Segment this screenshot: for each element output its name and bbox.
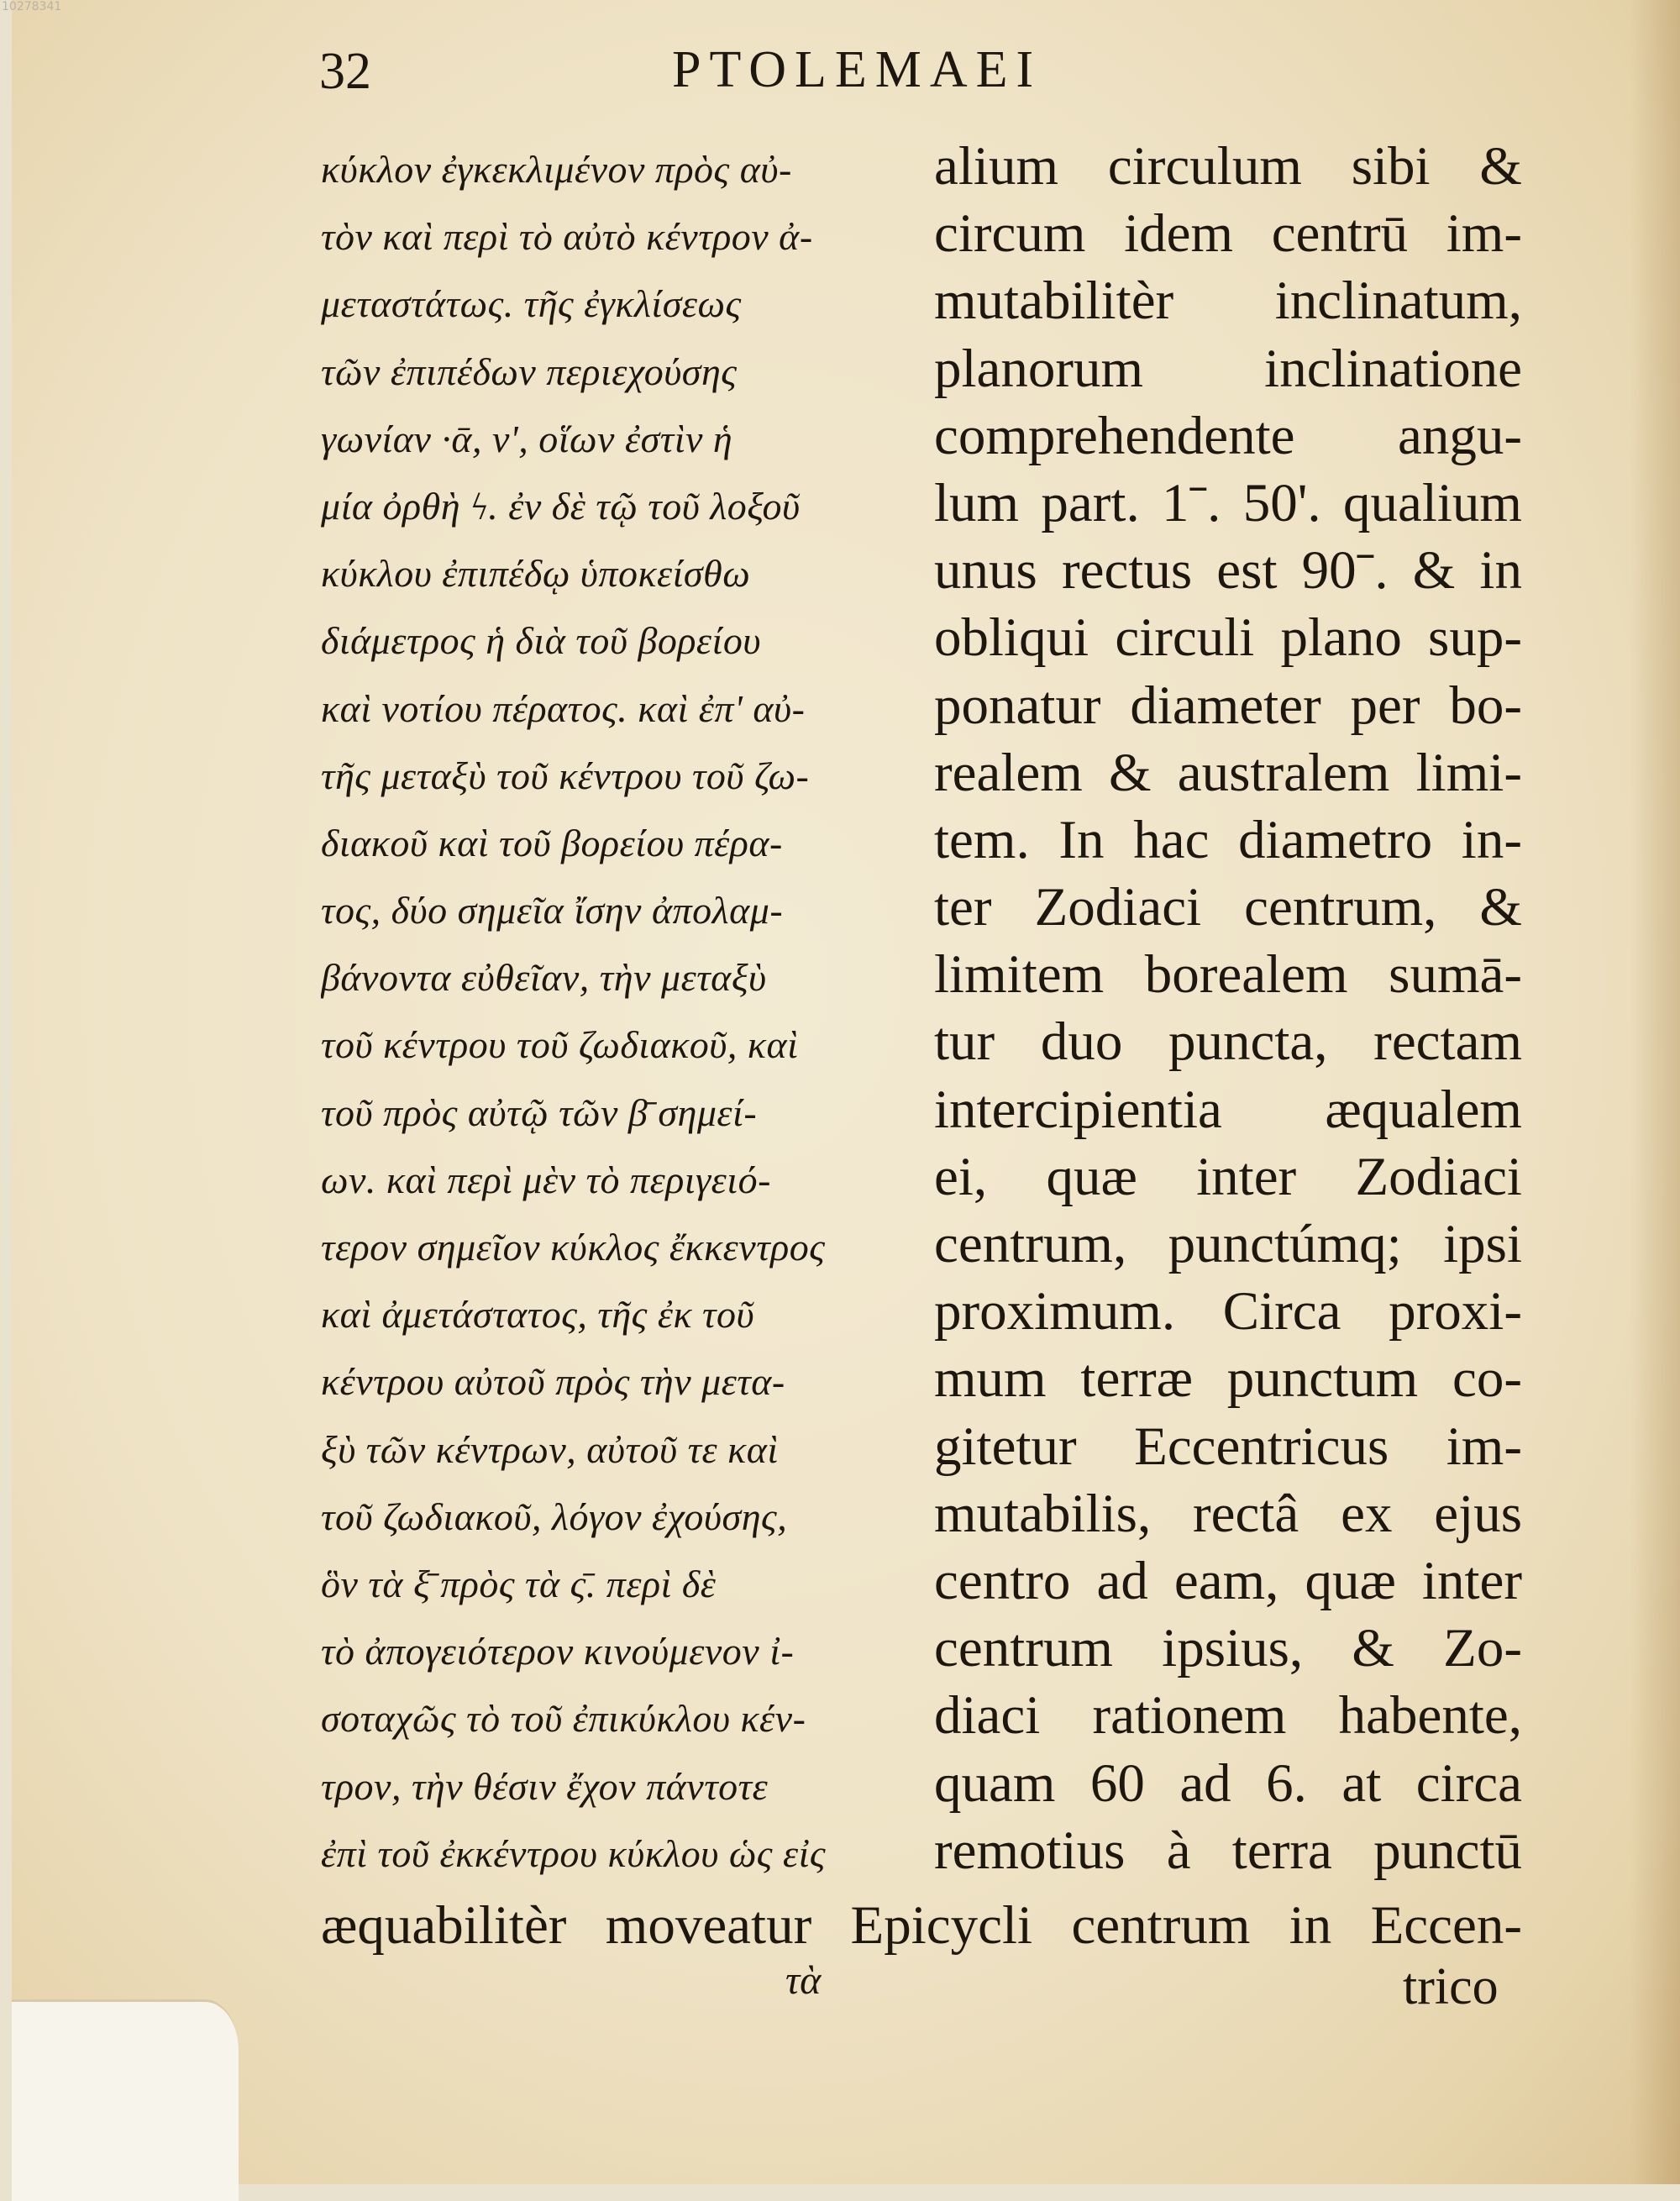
latin-catchword: trico: [1403, 1958, 1499, 2015]
greek-text-line: τερον σημεῖον κύκλος ἔκκεντρος: [321, 1226, 826, 1269]
latin-text-line: comprehendente angu-: [934, 405, 1522, 466]
greek-text-line: μεταστάτως. τῆς ἐγκλίσεως: [321, 282, 742, 326]
page-edge-shadow: [1630, 0, 1680, 2184]
latin-text-line: circum idem centrū im-: [934, 203, 1522, 265]
greek-text-line: βάνοντα εὐθεῖαν, τὴν μεταξὺ: [321, 956, 767, 1000]
page-number: 32: [319, 43, 371, 100]
latin-text-line: centro ad eam, quæ inter: [934, 1550, 1522, 1611]
greek-text-line: τοῦ κέντρου τοῦ ζωδιακοῦ, καὶ: [321, 1023, 799, 1067]
greek-text-line: καὶ νοτίου πέρατος. καὶ ἐπ' αὐ-: [321, 686, 806, 730]
greek-text-line: κύκλου ἐπιπέδῳ ὑποκείσθω: [321, 552, 751, 596]
latin-text-line: ter Zodiaci centrum, &: [934, 877, 1522, 938]
latin-text-line: ei, quæ inter Zodiaci: [934, 1146, 1522, 1207]
greek-text-line: ων. καὶ περὶ μὲν τὸ περιγειό-: [321, 1158, 771, 1201]
greek-text-line: τος, δύο σημεῖα ἴσην ἀπολαμ-: [321, 889, 784, 932]
latin-text-line: lum part. 1ˉ. 50'. qualium: [934, 472, 1522, 533]
greek-text-line: τρον, τὴν θέσιν ἔχον πάντοτε: [321, 1764, 769, 1808]
latin-text-line: tur duo puncta, rectam: [934, 1011, 1522, 1073]
greek-text-line: ἐπὶ τοῦ ἐκκέντρου κύκλου ὡς εἰς: [321, 1831, 827, 1875]
latin-text-line: mutabilis, rectâ ex ejus: [934, 1483, 1522, 1544]
greek-text-line: διάμετρος ἡ διὰ τοῦ βορείου: [321, 619, 761, 663]
greek-text-line: καὶ ἀμετάστατος, τῆς ἐκ τοῦ: [321, 1293, 755, 1337]
greek-text-line: σοταχῶς τὸ τοῦ ἐπικύκλου κέν-: [321, 1697, 806, 1741]
latin-text-line: centrum ipsius, & Zo-: [934, 1618, 1522, 1679]
greek-text-line: τὸ ἀπογειότερον κινούμενον ἰ-: [321, 1630, 795, 1673]
greek-text-line: διακοῦ καὶ τοῦ βορείου πέρα-: [321, 821, 783, 864]
library-stamp: 10278341: [2, 0, 62, 13]
greek-text-line: ὃν τὰ ξ̄ πρὸς τὰ ς̄. περὶ δὲ: [321, 1562, 717, 1605]
greek-catchword: τὰ: [785, 1958, 822, 2003]
torn-corner: [12, 1999, 239, 2201]
greek-text-line: γωνίαν ·ᾱ, ν', οἵων ἐστὶν ἡ: [321, 417, 733, 460]
latin-text-line: ponatur diameter per bo-: [934, 675, 1522, 736]
latin-text-line: quam 60 ad 6. at circa: [934, 1752, 1522, 1814]
greek-text-line: τοῦ ζωδιακοῦ, λόγον ἐχούσης,: [321, 1494, 788, 1538]
latin-text-line: remotius à terra punctū: [934, 1820, 1522, 1881]
latin-text-line: diaci rationem habente,: [934, 1685, 1522, 1747]
latin-text-line: intercipientia æqualem: [934, 1079, 1522, 1140]
greek-text-column: [321, 136, 892, 1888]
greek-text-line: τῶν ἐπιπέδων περιεχούσης: [321, 349, 738, 393]
latin-text-line: gitetur Eccentricus im-: [934, 1416, 1522, 1477]
greek-text-line: τοῦ πρὸς αὐτῷ τῶν β̄ σημεί-: [321, 1090, 758, 1134]
latin-text-line: alium circulum sibi &: [934, 136, 1522, 197]
greek-text-line: τὸν καὶ περὶ τὸ αὐτὸ κέντρον ἀ-: [321, 215, 813, 259]
latin-text-line: proximum. Circa proxi-: [934, 1281, 1522, 1342]
page-header: [0, 34, 1680, 109]
greek-text-line: μία ὀρθὴ ϟ. ἐν δὲ τῷ τοῦ λοξοῦ: [321, 484, 801, 528]
latin-text-line: unus rectus est 90ˉ. & in: [934, 540, 1522, 601]
latin-text-line: limitem borealem sumā-: [934, 944, 1522, 1006]
latin-text-line: obliqui circuli plano sup-: [934, 607, 1522, 669]
greek-text-line: κύκλον ἐγκεκλιμένον πρὸς αὐ-: [321, 148, 792, 191]
greek-text-line: κέντρου αὐτοῦ πρὸς τὴν μετα-: [321, 1360, 785, 1404]
latin-text-line: planorum inclinatione: [934, 338, 1522, 399]
latin-text-line: mum terræ punctum co-: [934, 1348, 1522, 1410]
greek-text-line: τῆς μεταξὺ τοῦ κέντρου τοῦ ζω-: [321, 754, 810, 797]
running-title: PTOLEMAEI: [672, 41, 1042, 98]
latin-text-line: tem. In hac diametro in-: [934, 809, 1522, 870]
full-width-latin-line: æquabilitèr moveatur Epicycli centrum in Eccen-: [321, 1895, 1522, 1956]
latin-text-column: [934, 133, 1522, 1884]
latin-text-line: mutabilitèr inclinatum,: [934, 271, 1522, 332]
latin-text-line: realem & australem limi-: [934, 742, 1522, 803]
greek-text-line: ξὺ τῶν κέντρων, αὐτοῦ τε καὶ: [321, 1427, 779, 1471]
latin-text-line: centrum, punctúmq; ipsi: [934, 1214, 1522, 1274]
